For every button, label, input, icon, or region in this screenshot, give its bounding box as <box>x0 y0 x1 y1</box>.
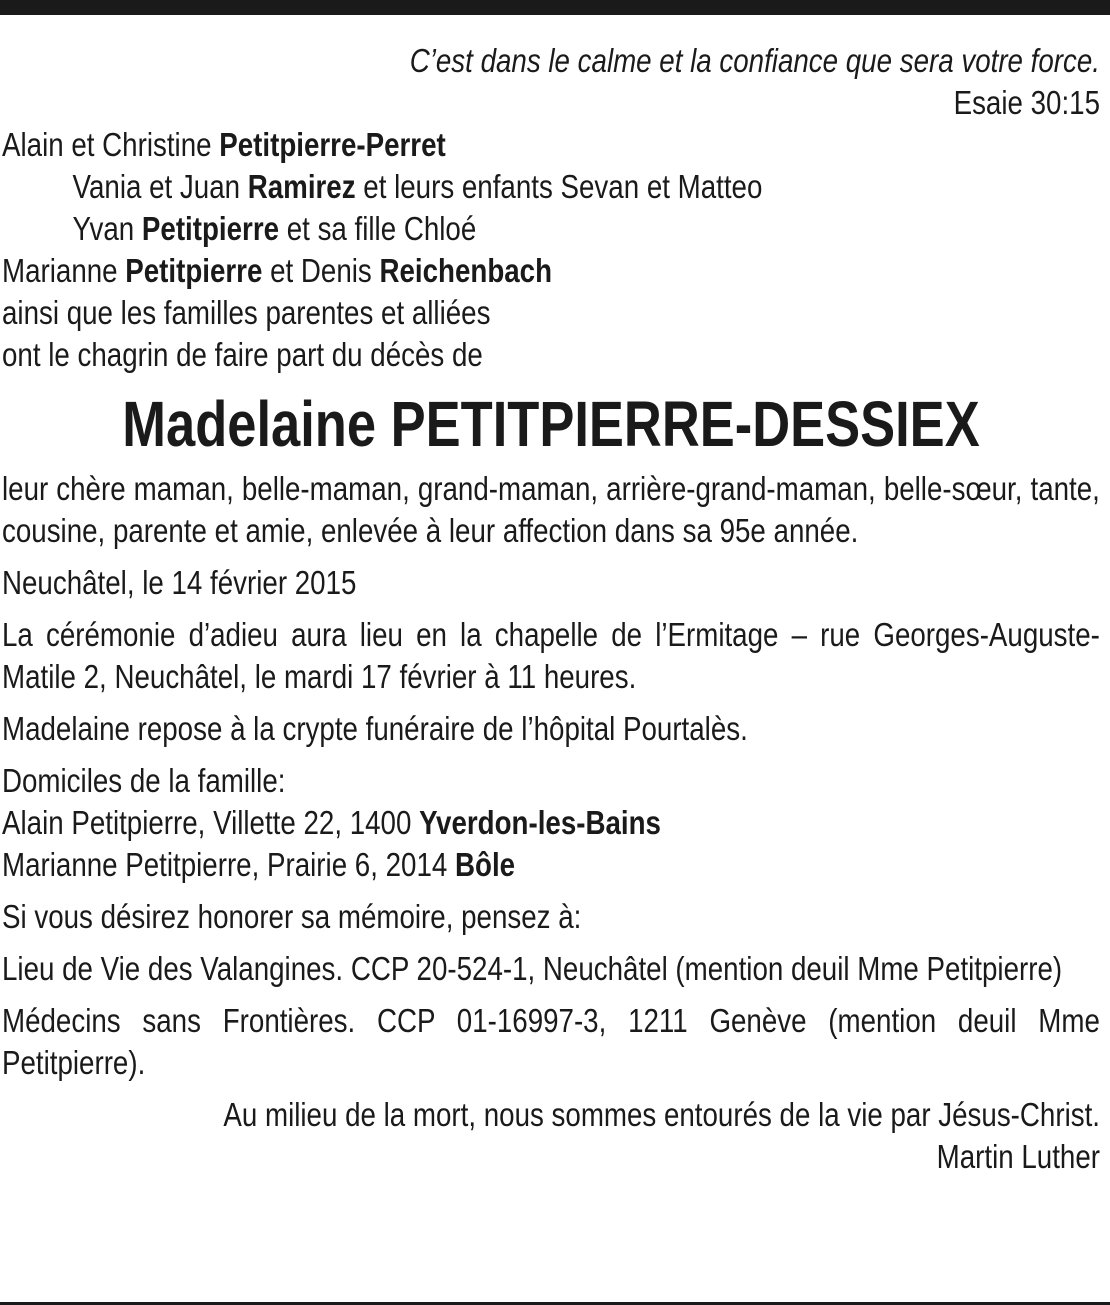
family-line-3: Yvan Petitpierre et sa fille Chloé <box>72 210 477 247</box>
rest-paragraph: Madelaine repose à la crypte funéraire de l’hôpital Pourtalès. <box>2 710 748 747</box>
closing-quote: Au milieu de la mort, nous sommes entourés de la vie par Jésus-Christ. <box>223 1096 1101 1133</box>
announce-line: ont le chagrin de faire part du décès de <box>2 336 483 373</box>
closing-author: Martin Luther <box>936 1138 1100 1175</box>
deceased-name: Madelaine PETITPIERRE-DESSIEX <box>122 388 980 460</box>
donation-2: Médecins sans Frontières. CCP 01-16997-3, 1211 Genève (mention deuil Mme Petitpierre). <box>2 1002 1100 1081</box>
families-line: ainsi que les familles parentes et alliées <box>2 294 491 331</box>
place-date: Neuchâtel, le 14 février 2015 <box>2 564 357 601</box>
domiciles-heading: Domiciles de la famille: <box>2 762 286 799</box>
description-paragraph: leur chère maman, belle-maman, grand-maman, arrière-grand-maman, belle-sœur, tante, cousine, parente et amie, enlevée à leur affection dans sa 95e année. <box>2 470 1100 549</box>
ceremony-paragraph: La cérémonie d’adieu aura lieu en la chapelle de l’Ermitage – rue Georges-Auguste-Matile 2, Neuchâtel, le mardi 17 février à 11 heures. <box>2 616 1100 695</box>
top-rule <box>0 0 1110 15</box>
domicile-entry-2: Marianne Petitpierre, Prairie 6, 2014 Bôle <box>2 846 516 883</box>
notice-content <box>2 40 1100 1178</box>
donation-1: Lieu de Vie des Valangines. CCP 20-524-1, Neuchâtel (mention deuil Mme Petitpierre) <box>2 950 1063 987</box>
family-line-4: Marianne Petitpierre et Denis Reichenbach <box>2 252 553 289</box>
domicile-entry-1: Alain Petitpierre, Villette 22, 1400 Yverdon-les-Bains <box>2 804 661 841</box>
epigraph-reference: Esaie 30:15 <box>953 84 1100 121</box>
epigraph-quote: C’est dans le calme et la confiance que sera votre force. <box>409 42 1100 79</box>
family-line-2: Vania et Juan Ramirez et leurs enfants Sevan et Matteo <box>72 168 763 205</box>
family-line-1: Alain et Christine Petitpierre-Perret <box>2 126 446 163</box>
memory-heading: Si vous désirez honorer sa mémoire, pensez à: <box>2 898 582 935</box>
